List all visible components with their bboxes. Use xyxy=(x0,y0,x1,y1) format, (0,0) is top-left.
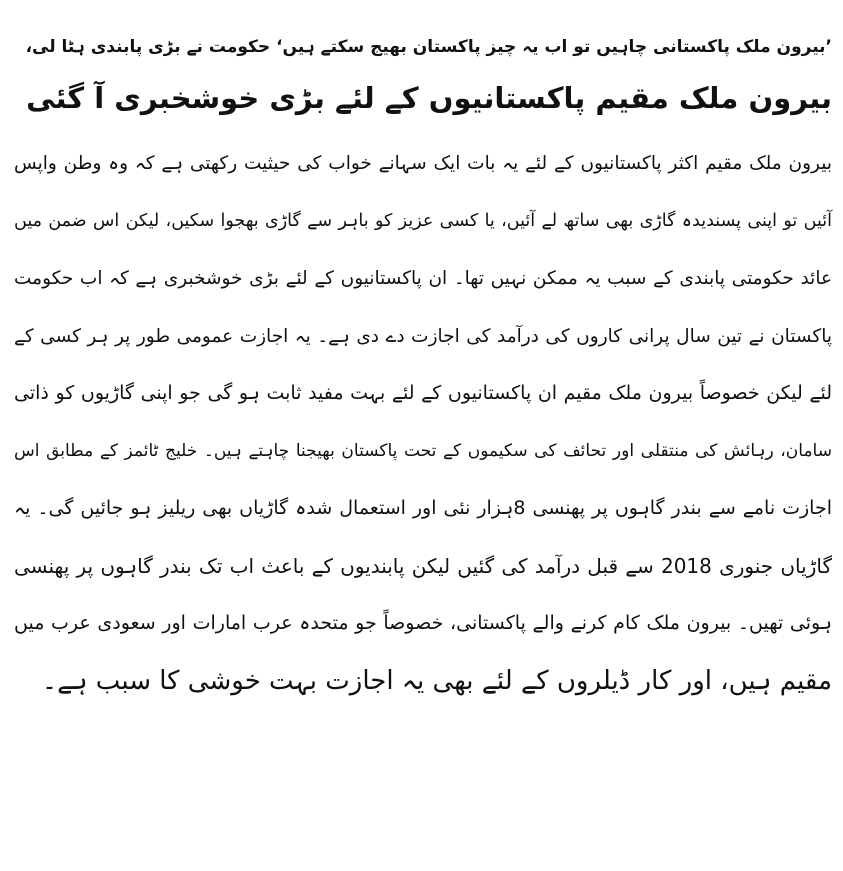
body-line: آئیں تو اپنی پسندیدہ گاڑی بھی ساتھ لے آئیں، یا کسی عزیز کو باہر سے گاڑی بھجوا سکیں، لیکن اس ضمن میں xyxy=(14,210,832,231)
article-body xyxy=(14,124,832,710)
body-line: ہوئی تھیں۔ بیرون ملک کام کرنے والے پاکستانی، خصوصاً جو متحدہ عرب امارات اور سعودی عرب میں xyxy=(14,612,832,634)
headline-line: بیرون ملک مقیم پاکستانیوں کے لئے بڑی خوشخبری آ گئی xyxy=(26,81,832,115)
body-line: لئے لیکن خصوصاً بیرون ملک مقیم ان پاکستانیوں کے لئے بہت مفید ثابت ہو گی جو اپنی گاڑیوں کو ذاتی xyxy=(14,382,832,404)
body-line: گاڑیاں جنوری 2018 سے قبل درآمد کی گئیں لیکن پابندیوں کے باعث اب تک بندر گاہوں پر پھنسی xyxy=(14,553,832,578)
headline-line: ’بیرون ملک پاکستانی چاہیں تو اب یہ چیز پاکستان بھیج سکتے ہیں‘ حکومت نے بڑی پابندی ہٹا لی، xyxy=(25,37,832,57)
body-line: بیرون ملک مقیم اکثر پاکستانیوں کے لئے یہ بات ایک سہانے خواب کی حیثیت رکھتی ہے کہ وہ وطن واپس xyxy=(14,153,832,174)
body-line: پاکستان نے تین سال پرانی کاروں کی درآمد کی اجازت دے دی ہے۔ یہ اجازت عمومی طور پر ہر کسی کے xyxy=(14,325,832,347)
news-article xyxy=(14,0,832,710)
body-line-last: مقیم ہیں، اور کار ڈیلروں کے لئے بھی یہ اجازت بہت خوشی کا سبب ہے۔ xyxy=(41,665,832,696)
body-line: عائد حکومتی پابندی کے سبب یہ ممکن نہیں تھا۔ ان پاکستانیوں کے لئے بڑی خوشخبری ہے کہ اب حکومت xyxy=(14,268,832,289)
article-headline xyxy=(14,0,832,124)
body-line: اجازت نامے سے بندر گاہوں پر پھنسی 8ہزار نئی اور استعمال شدہ گاڑیاں بھی ریلیز ہو جائیں گی۔ یہ xyxy=(14,497,832,519)
body-line: سامان، رہائش کی منتقلی اور تحائف کی سکیموں کے تحت پاکستان بھیجنا چاہتے ہیں۔ خلیج ٹائمز کے مطابق اس xyxy=(14,440,832,461)
